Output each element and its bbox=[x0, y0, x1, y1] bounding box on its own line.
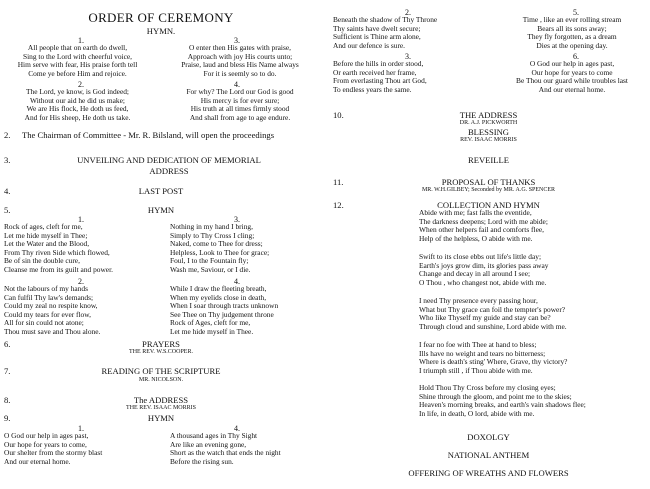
item-text: READING OF THE SCRIPTURE bbox=[101, 366, 221, 376]
verse-number: 4. bbox=[234, 277, 240, 286]
hymn-verse: The Lord, ye know, is God indeed; Without our aid he did us make; We are His flock, He doth us feed, And for His sheep, He doth us take. bbox=[24, 87, 131, 122]
item-text: PRAYERS bbox=[142, 339, 180, 349]
hymn-verse: Time , like an ever rolling stream Bears all its sons away; They fly forgotten, as a dream Dies at the opening day. bbox=[522, 15, 622, 50]
item-subtext: MR. W.H.GILBEY; Seconded by MR. A.G. SPENCER bbox=[421, 187, 556, 193]
verse-number: 3. bbox=[405, 52, 411, 61]
item-text: OFFERING OF WREATHS AND FLOWERS bbox=[408, 468, 569, 478]
hymn-verse: Beneath the shadow of Thy Throne Thy saints have dwelt secure; Sufficient is Thine arm alone, And our defence is sure. bbox=[333, 15, 438, 50]
item-subtext: DR. A.J. PICKWORTH bbox=[459, 120, 518, 126]
item-subtext: REV. ISAAC MORRIS bbox=[460, 137, 517, 143]
hymn-verse: O God our help in ages past, Our hope for years to come, Our shelter from the stormy blast And our eternal home. bbox=[4, 431, 103, 466]
item-text: The Chairman of Committee - Mr. R. Bilsland, will open the proceedings bbox=[22, 130, 275, 140]
hymn-verse: While I draw the fleeting breath, When my eyelids close in death, When I soar through tracts unknown See Thee on Thy judgement throne Rock of Ages, cleft for me, Let me hide myself in Thee. bbox=[170, 284, 279, 336]
hymn-verse: For why? The Lord our God is good His mercy is for ever sure; His truth at all times firmly stood And shall from age to age endure. bbox=[186, 87, 294, 122]
item-subtext: THE REV. ISAAC MORRIS bbox=[126, 405, 196, 411]
item-number: 2. bbox=[4, 130, 11, 140]
hymn-verse: All people that on earth do dwell, Sing to the Lord with cheerful voice, Him serve with fear, His praise forth tell Come ye before Him and rejoice. bbox=[17, 43, 138, 78]
hymn-verse: Hold Thou Thy Cross before my closing eyes; Shine through the gloom, and point me to the skies; Heaven's morning breaks, and earth's vain shadows flee; In life, in death, O lord, abide with me. bbox=[419, 383, 586, 418]
hymn-verse: I fear no foe with Thee at hand to bless; Ills have no weight and tears no bitterness; Where is death's sting' Where, Grave, thy victory? I triumph still , if Thou abide with me. bbox=[419, 340, 568, 375]
verse-number: 1. bbox=[78, 36, 84, 45]
item-number: 9. bbox=[4, 413, 11, 423]
verse-number: 2. bbox=[405, 8, 411, 17]
item-number: 5. bbox=[4, 205, 11, 215]
item-number: 6. bbox=[4, 339, 11, 349]
item-text: NATIONAL ANTHEM bbox=[447, 450, 530, 460]
hymn-verse: Abide with me; fast falls the eventide, The darkness deepens; Lord with me abide; When other helpers fail and comforts flee, Help of the helpless, O abide with me. bbox=[419, 208, 548, 243]
item-text: COLLECTION AND HYMN bbox=[437, 200, 540, 210]
hymn-verse: Before the hills in order stood, Or earth received her frame, From everlasting Thou art God, To endless years the same. bbox=[333, 59, 427, 94]
verse-number: 1. bbox=[78, 215, 84, 224]
verse-number: 1. bbox=[78, 424, 84, 433]
item-text: DOXOLGY bbox=[467, 432, 510, 442]
verse-number: 3. bbox=[234, 215, 240, 224]
verse-number: 4. bbox=[234, 424, 240, 433]
verse-number: 2. bbox=[78, 80, 84, 89]
page-title: ORDER OF CEREMONY bbox=[88, 10, 234, 25]
item-number: 10. bbox=[333, 110, 344, 120]
item-number: 7. bbox=[4, 366, 11, 376]
item-subtext: MR. NICOLSON. bbox=[138, 377, 184, 383]
verse-number: 2. bbox=[78, 277, 84, 286]
hymn-verse: Swift to its close ebbs out life's little day; Earth's joys grow dim, its glories pass away Change and decay in all around I see; O Thou , who changest not, abide with me. bbox=[419, 252, 549, 287]
item-number: 8. bbox=[4, 395, 11, 405]
item-text: BLESSING bbox=[467, 127, 510, 137]
hymn-verse: Rock of ages, cleft for me, Let me hide myself in Thee; Let the Water and the Blood, From Thy riven Side which flowed, Be of sin the double cure, Cleanse me from its guilt and power. bbox=[4, 222, 113, 274]
item-text: HYMN bbox=[147, 413, 175, 423]
item-text: HYMN bbox=[147, 205, 175, 215]
item-number: 3. bbox=[4, 155, 11, 165]
item-text: The ADDRESS bbox=[133, 395, 189, 405]
item-text: LAST POST bbox=[138, 186, 184, 196]
item-subtext: THE REV. W.S.COOPER. bbox=[129, 349, 193, 355]
hymn-verse: O enter then His gates with praise, Approach with joy His courts unto; Praise, laud and bless His Name always For it is seemly so to do. bbox=[181, 43, 299, 78]
hymn-verse: Nothing in my hand I bring, Simply to Thy Cross I cling; Naked, come to Thee for dress; Helpless, Look to Thee for grace; Foul, I to the Fountain fly; Wash me, Saviour, or I die. bbox=[170, 222, 270, 274]
verse-number: 5. bbox=[573, 8, 579, 17]
item-text: THE ADDRESS bbox=[459, 110, 518, 120]
item-text: ADDRESS bbox=[149, 166, 189, 176]
verse-number: 4. bbox=[234, 80, 240, 89]
item-text: PROPOSAL OF THANKS bbox=[441, 177, 536, 187]
hymn-verse: Not the labours of my hands Can fulfil Thy law's demands; Could my zeal no respite know, Could my tears for ever flow, All for sin could not atone; Thou must save and Thou alone. bbox=[4, 284, 101, 336]
item-text: UNVEILING AND DEDICATION OF MEMORIAL bbox=[77, 155, 261, 165]
hymn-verse: O God our help in ages past, Our hope for years to come Be Thou our guard while troubles last And our eternal home. bbox=[516, 59, 628, 94]
hymn-heading: HYMN. bbox=[146, 26, 176, 36]
hymn-verse: A thousand ages in Thy Sight Are like an evening gone, Short as the watch that ends the night Before the rising sun. bbox=[170, 431, 281, 466]
item-text: REVEILLE bbox=[467, 155, 510, 165]
item-number: 4. bbox=[4, 186, 11, 196]
verse-number: 3. bbox=[234, 36, 240, 45]
item-number: 12. bbox=[333, 200, 344, 210]
verse-number: 6. bbox=[573, 52, 579, 61]
hymn-verse: I need Thy presence every passing hour, What but Thy grace can foil the tempter's power? Who like Thyself my guide and stay can be? Through cloud and sunshine, Lord abide with me. bbox=[419, 296, 567, 331]
item-number: 11. bbox=[333, 177, 344, 187]
